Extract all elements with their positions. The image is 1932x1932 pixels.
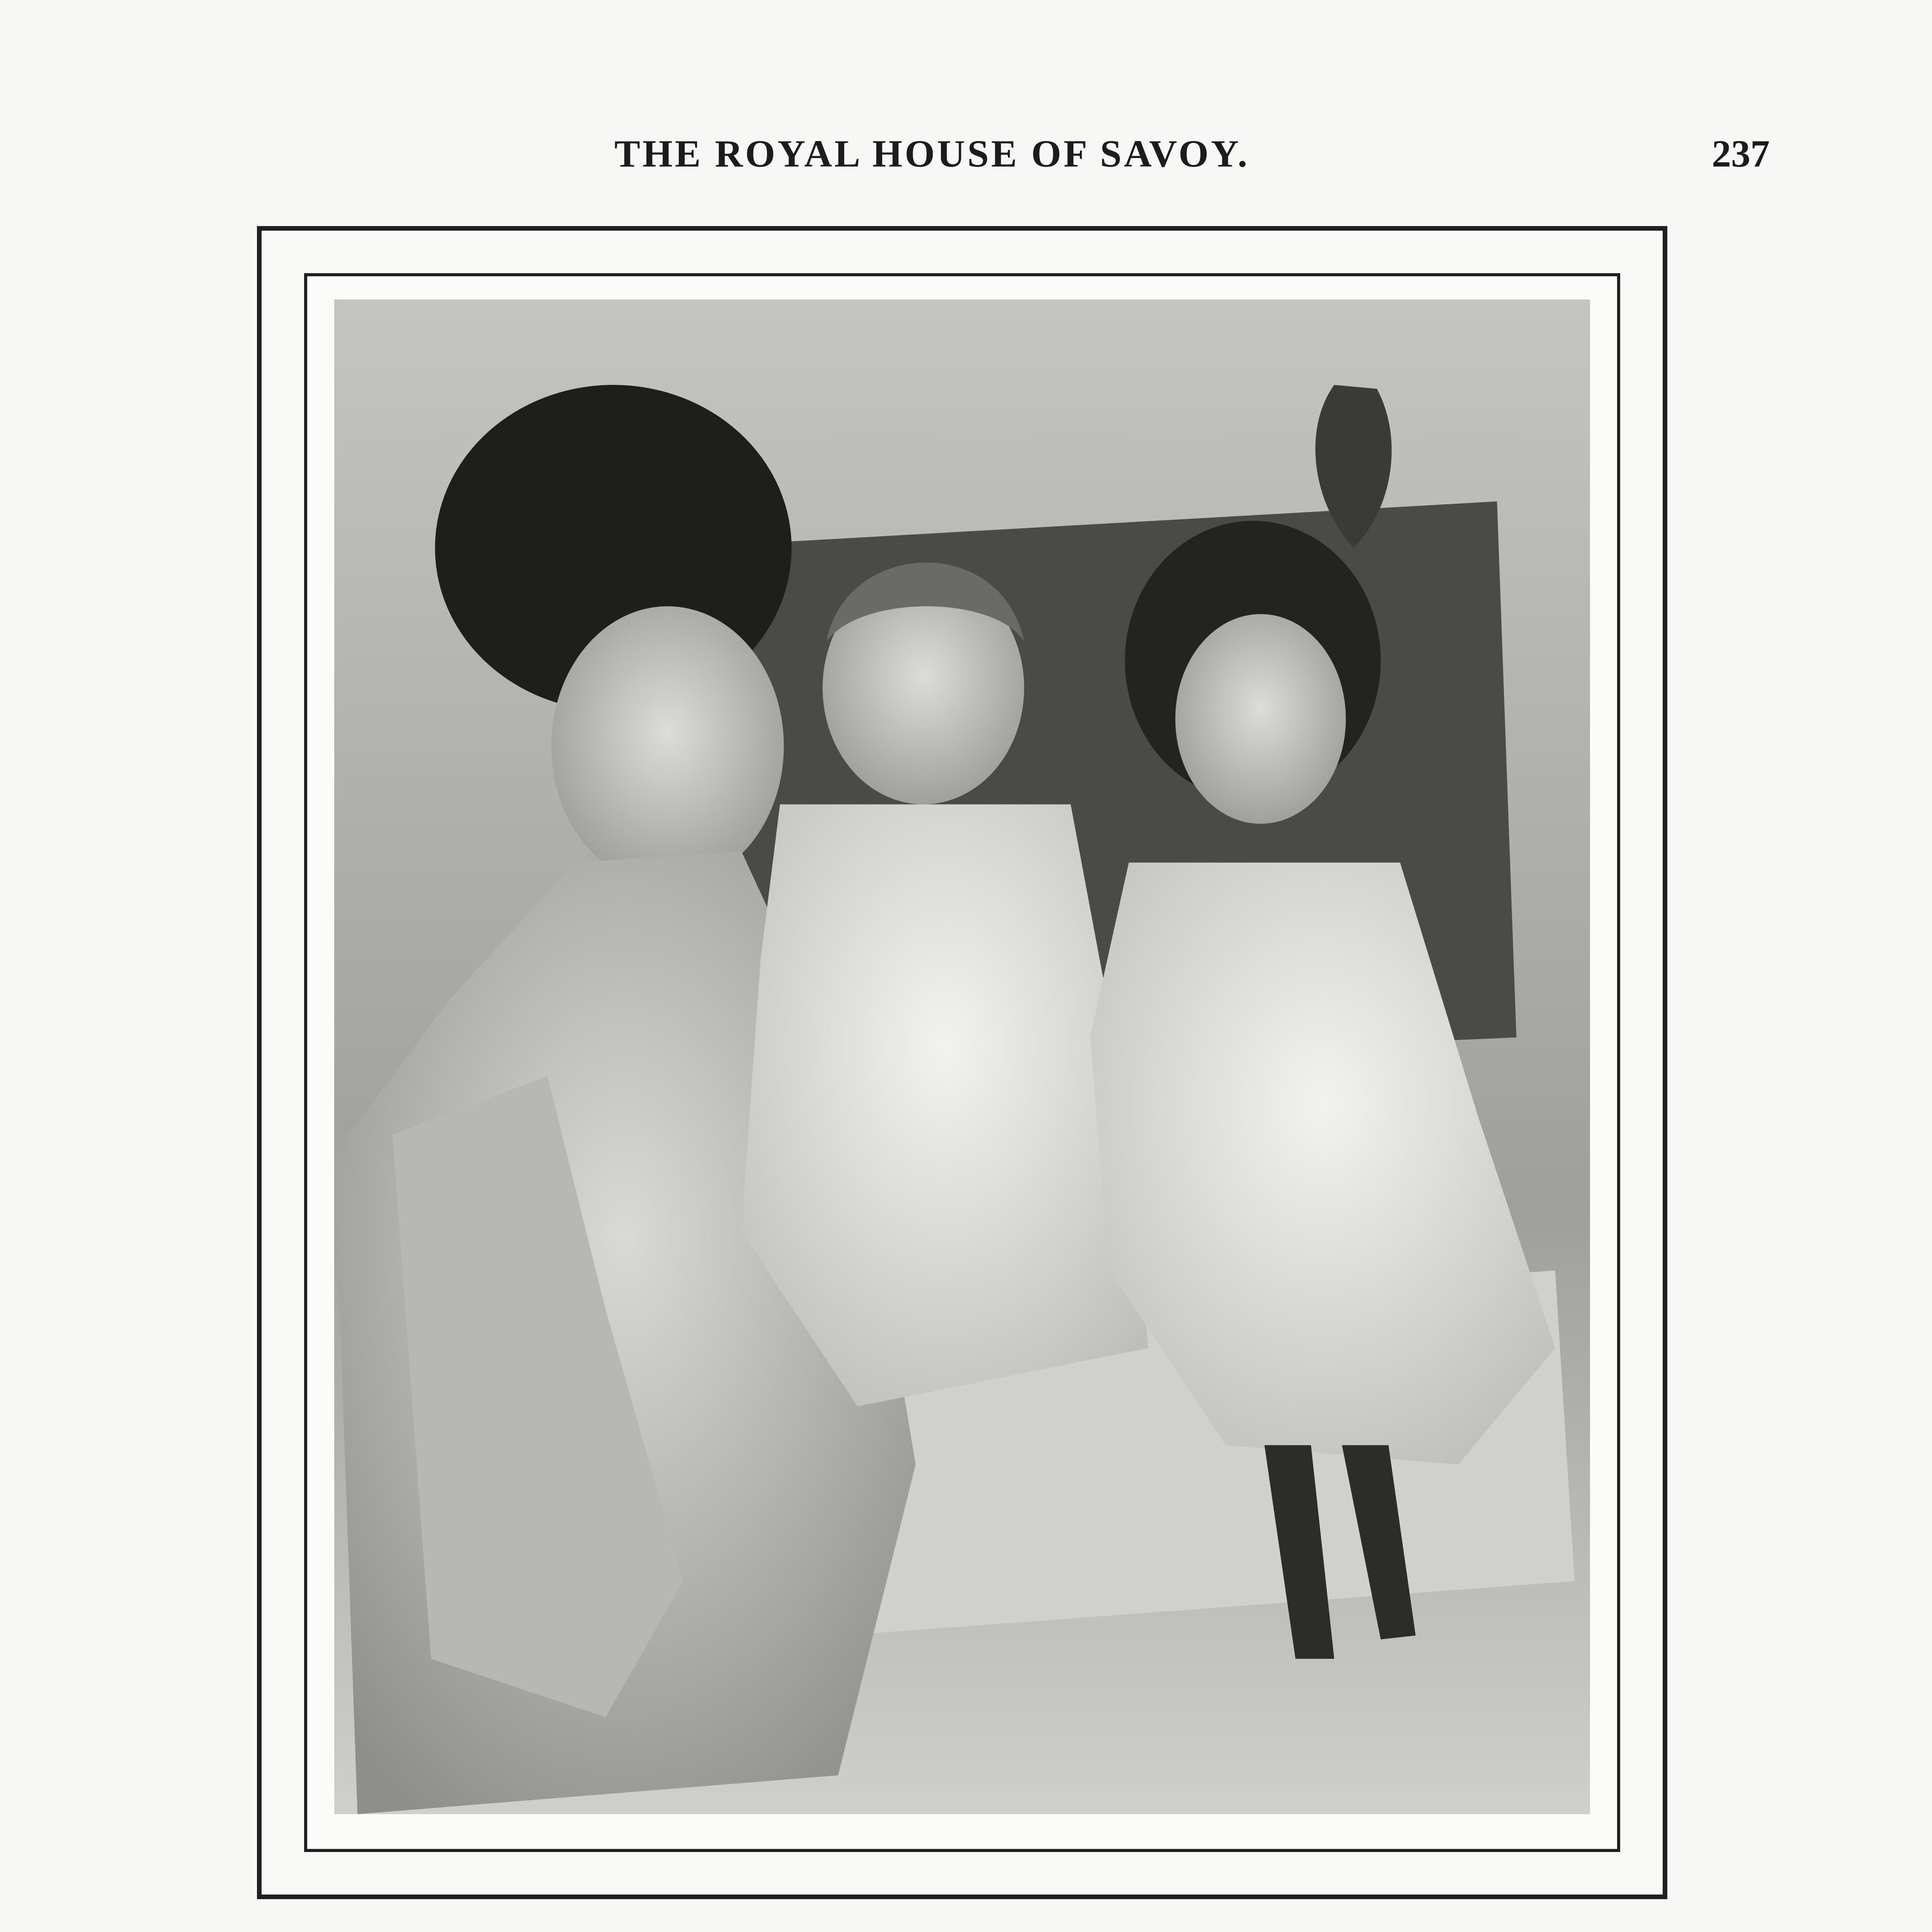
running-head [0,131,1932,178]
photo-frame [257,226,1667,1899]
portrait-photograph [334,299,1590,1814]
page-number: 237 [1712,132,1770,175]
portrait-illustration [334,299,1590,1814]
photo-frame-inner [304,273,1620,1852]
running-title: THE ROYAL HOUSE OF SAVOY. [614,132,1250,175]
